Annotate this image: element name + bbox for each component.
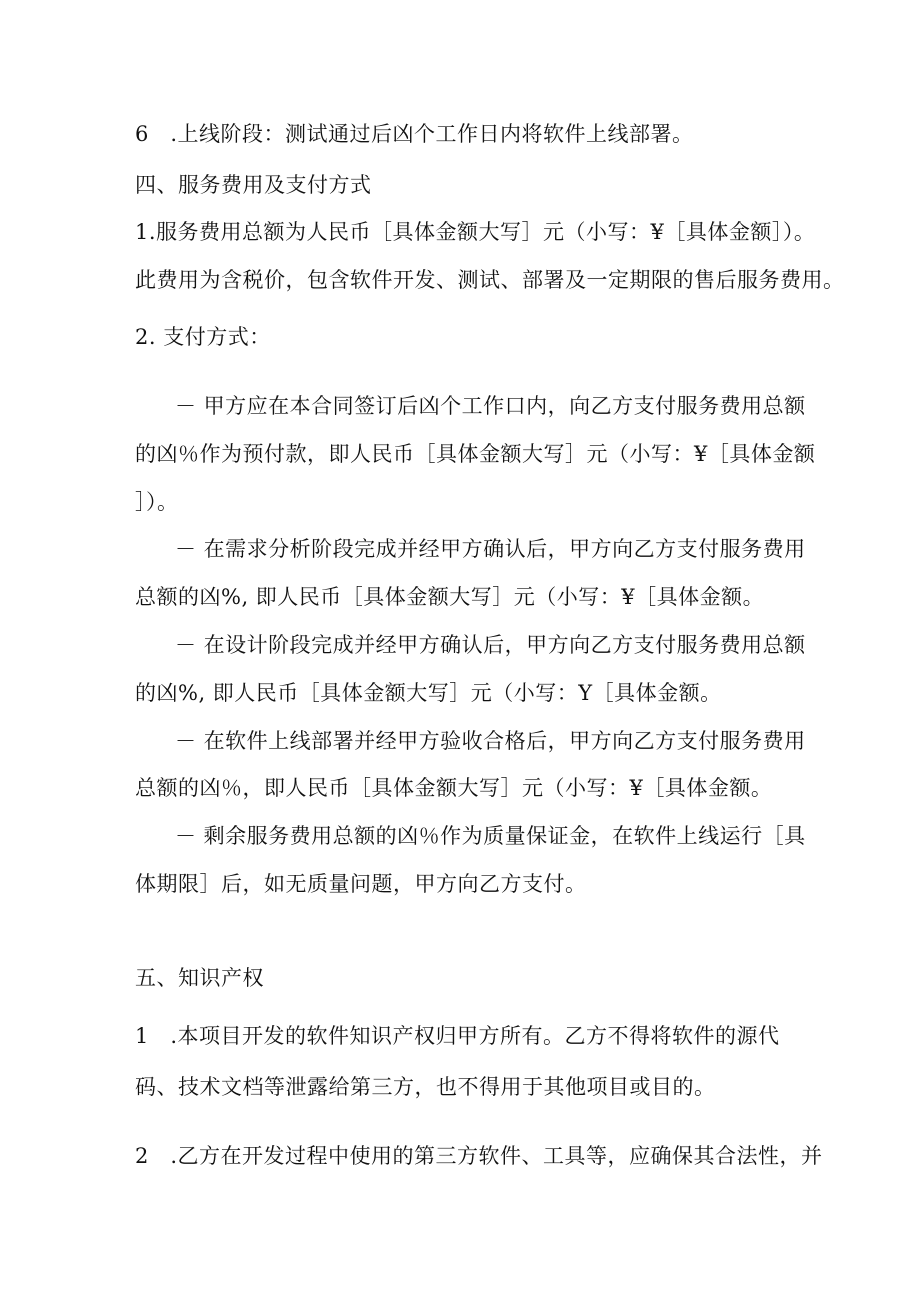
paragraph-line: 码、技术文档等泄露给第三方，也不得用于其他项目或目的。 <box>135 1075 716 1099</box>
list-item-line: － 甲方应在本合同签订后凶个工作口内，向乙方支付服务费用总额 <box>175 394 806 418</box>
list-item-line: 的凶%, 即人民币［具体金额大写］元（小写：Y［具体金额。 <box>135 681 722 705</box>
list-item-line: 总额的凶%, 即人民币［具体金额大写］元（小写：¥［具体金额。 <box>135 585 765 609</box>
section-heading: 五、知识产权 <box>135 966 264 990</box>
list-item-line: 总额的凶％，即人民币［具体金额大写］元（小写：¥［具体金额。 <box>135 776 773 800</box>
list-item-line: － 在需求分析阶段完成并经甲方确认后，甲方向乙方支付服务费用 <box>175 537 806 561</box>
paragraph-line: 6 .上线阶段：测试通过后凶个工作日内将软件上线部署。 <box>135 122 694 146</box>
paragraph-line: 1.服务费用总额为人民币［具体金额大写］元（小写：¥［具体金额］）。 <box>135 220 816 244</box>
paragraph-line: 2 .乙方在开发过程中使用的第三方软件、工具等，应确保其合法性，并 <box>135 1144 823 1168</box>
section-heading: 四、服务费用及支付方式 <box>135 173 372 197</box>
list-item-line: － 在设计阶段完成并经甲方确认后，甲方向乙方支付服务费用总额 <box>175 633 806 657</box>
list-item-line: 体期限］后，如无质量问题，甲方向乙方支付。 <box>135 872 587 896</box>
list-item-line: － 在软件上线部署并经甲方验收合格后，甲方向乙方支付服务费用 <box>175 729 806 753</box>
paragraph-line: 2. 支付方式： <box>135 325 271 349</box>
paragraph-line: 此费用为含税价，包含软件开发、测试、部署及一定期限的售后服务费用。 <box>135 268 845 292</box>
list-item-line: ］）。 <box>135 490 179 514</box>
list-item-line: － 剩余服务费用总额的凶％作为质量保证金，在软件上线运行［具 <box>175 824 806 848</box>
list-item-line: 的凶％作为预付款，即人民币［具体金额大写］元（小写：¥［具体金额 <box>135 442 816 466</box>
paragraph-line: 1 .本项目开发的软件知识产权归甲方所有。乙方不得将软件的源代 <box>135 1024 780 1048</box>
